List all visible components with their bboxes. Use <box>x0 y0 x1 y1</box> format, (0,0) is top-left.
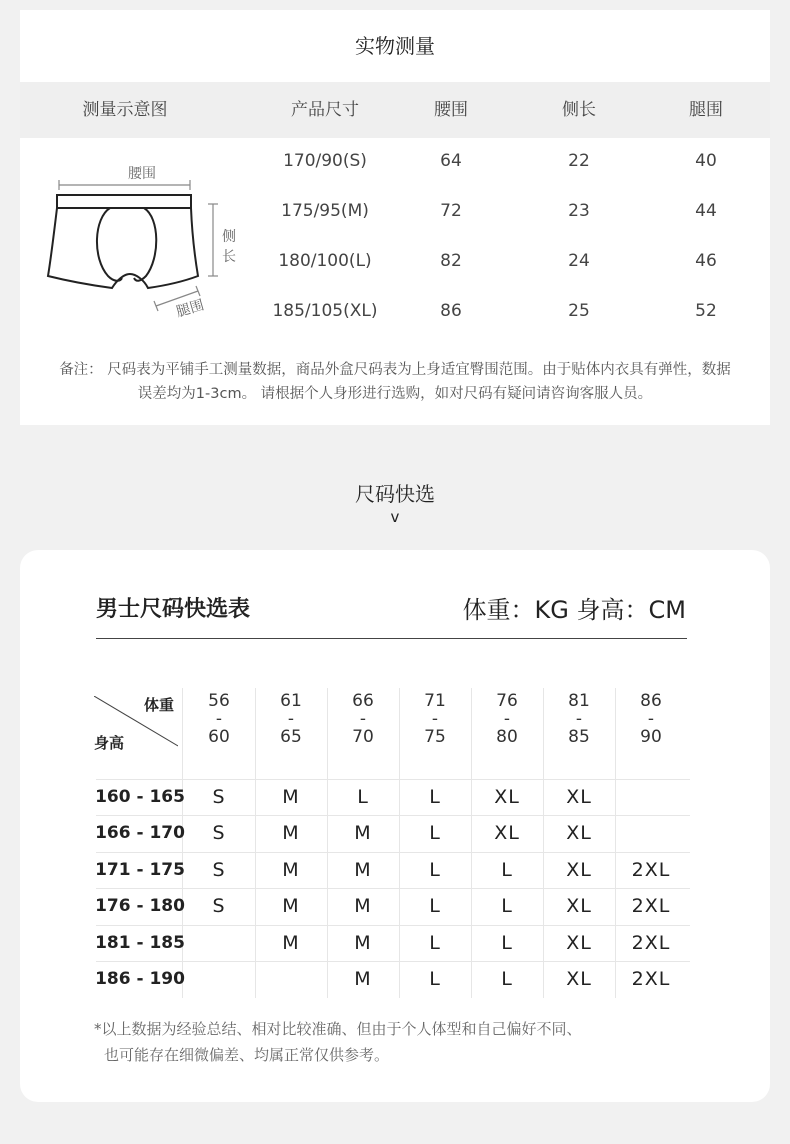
weight-max: 85 <box>568 727 590 747</box>
size-cell: L <box>429 786 441 808</box>
weight-column-header <box>399 692 471 746</box>
measurement-card <box>20 10 770 425</box>
row-side: 24 <box>568 251 590 271</box>
header-waist: 腰围 <box>434 100 468 120</box>
weight-max: 80 <box>496 727 518 747</box>
size-cell: L <box>501 932 513 954</box>
size-cell: XL <box>566 968 592 990</box>
weight-dash: - <box>287 709 295 729</box>
weight-max: 60 <box>208 727 230 747</box>
size-cell: S <box>212 895 226 917</box>
diagram-waist-label: 腰围 <box>128 166 156 182</box>
size-cell: M <box>282 786 300 808</box>
measurement-note <box>20 358 770 406</box>
size-cell: XL <box>566 822 592 844</box>
note-line-1: 备注： 尺码表为平铺手工测量数据，商品外盒尺码表为上身适宜臀围范围。由于贴体内衣具有弹性，数据 <box>59 362 731 378</box>
title-divider <box>96 638 687 639</box>
size-cell: M <box>354 932 372 954</box>
size-cell <box>615 815 687 851</box>
weight-max: 65 <box>280 727 302 747</box>
row-waist: 82 <box>440 251 462 271</box>
size-cell: L <box>429 895 441 917</box>
size-cell <box>615 779 687 815</box>
weight-column-header <box>255 692 327 746</box>
size-cell: XL <box>566 895 592 917</box>
corner-height-label: 身高 <box>94 734 125 752</box>
row-leg: 44 <box>695 201 717 221</box>
weight-dash: - <box>575 709 583 729</box>
briefs-diagram <box>42 158 242 328</box>
size-cell: 2XL <box>631 932 671 954</box>
chevron-down-icon: v <box>390 508 400 526</box>
weight-column-header <box>471 692 543 746</box>
weight-column-header <box>183 692 255 746</box>
size-cell: L <box>501 895 513 917</box>
size-cell: 2XL <box>631 895 671 917</box>
header-leg: 腿围 <box>689 100 723 120</box>
size-cell: L <box>429 968 441 990</box>
size-cell: M <box>354 822 372 844</box>
weight-min: 81 <box>568 691 590 711</box>
row-waist: 64 <box>440 151 462 171</box>
size-cell: XL <box>566 859 592 881</box>
size-cell: M <box>282 859 300 881</box>
weight-dash: - <box>431 709 439 729</box>
size-cell: XL <box>494 822 520 844</box>
height-range: 171 - 175 <box>95 860 185 880</box>
weight-min: 71 <box>424 691 446 711</box>
size-cell: 2XL <box>631 859 671 881</box>
header-size: 产品尺寸 <box>291 100 359 120</box>
size-cell: M <box>282 932 300 954</box>
size-cell: M <box>354 895 372 917</box>
row-waist: 72 <box>440 201 462 221</box>
weight-column-header <box>615 692 687 746</box>
size-cell <box>183 925 255 961</box>
height-range: 166 - 170 <box>95 823 185 843</box>
weight-dash: - <box>647 709 655 729</box>
weight-dash: - <box>359 709 367 729</box>
height-range: 160 - 165 <box>95 787 185 807</box>
size-cell: L <box>501 859 513 881</box>
row-leg: 40 <box>695 151 717 171</box>
header-diagram: 测量示意图 <box>82 100 168 120</box>
size-cell: XL <box>566 786 592 808</box>
weight-min: 61 <box>280 691 302 711</box>
row-size: 170/90(S) <box>283 151 367 171</box>
size-cell: L <box>429 932 441 954</box>
size-cell: XL <box>566 932 592 954</box>
size-cell: M <box>354 968 372 990</box>
row-size: 175/95(M) <box>281 201 369 221</box>
size-cell <box>255 961 327 997</box>
weight-max: 75 <box>424 727 446 747</box>
diagram-leg-label: 腿围 <box>174 297 206 321</box>
weight-min: 56 <box>208 691 230 711</box>
footnote-line-1: *以上数据为经验总结、相对比较准确、但由于个人体型和自己偏好不同、 <box>94 1020 582 1038</box>
size-cell: S <box>212 786 226 808</box>
weight-column-header <box>543 692 615 746</box>
row-side: 22 <box>568 151 590 171</box>
row-waist: 86 <box>440 301 462 321</box>
size-chart-title: 男士尺码快选表 <box>96 597 251 622</box>
size-cell: XL <box>494 786 520 808</box>
corner-weight-label: 体重 <box>144 696 175 714</box>
measurement-title: 实物测量 <box>355 34 435 58</box>
row-size: 185/105(XL) <box>272 301 378 321</box>
size-cell: S <box>212 859 226 881</box>
weight-dash: - <box>503 709 511 729</box>
footnote-line-2: 也可能存在细微偏差、均属正常仅供参考。 <box>104 1046 390 1064</box>
size-cell: L <box>357 786 369 808</box>
size-cell: L <box>501 968 513 990</box>
diagram-side-label: 侧长 <box>222 229 236 265</box>
row-leg: 46 <box>695 251 717 271</box>
height-range: 176 - 180 <box>95 896 185 916</box>
briefs-icon <box>42 158 242 328</box>
size-cell: 2XL <box>631 968 671 990</box>
row-side: 23 <box>568 201 590 221</box>
size-cell: S <box>212 822 226 844</box>
row-side: 25 <box>568 301 590 321</box>
size-chart-unit: 体重：KG 身高：CM <box>462 596 686 624</box>
weight-max: 70 <box>352 727 374 747</box>
weight-column-header <box>327 692 399 746</box>
weight-min: 76 <box>496 691 518 711</box>
size-cell: L <box>429 822 441 844</box>
note-line-2: 误差均为1-3cm。 请根据个人身形进行选购，如对尺码有疑问请咨询客服人员。 <box>137 386 653 402</box>
height-range: 186 - 190 <box>95 969 185 989</box>
header-side: 侧长 <box>562 100 596 120</box>
size-cell: L <box>429 859 441 881</box>
height-range: 181 - 185 <box>95 933 185 953</box>
weight-dash: - <box>215 709 223 729</box>
size-cell: M <box>282 895 300 917</box>
size-cell <box>183 961 255 997</box>
weight-min: 86 <box>640 691 662 711</box>
size-chart-card <box>20 550 770 1102</box>
measurement-header-row <box>20 82 770 138</box>
size-cell: M <box>282 822 300 844</box>
row-leg: 52 <box>695 301 717 321</box>
weight-max: 90 <box>640 727 662 747</box>
size-chart-footnote <box>94 1016 582 1068</box>
quick-select-title: 尺码快选 <box>355 482 435 506</box>
row-size: 180/100(L) <box>278 251 372 271</box>
size-cell: M <box>354 859 372 881</box>
weight-min: 66 <box>352 691 374 711</box>
